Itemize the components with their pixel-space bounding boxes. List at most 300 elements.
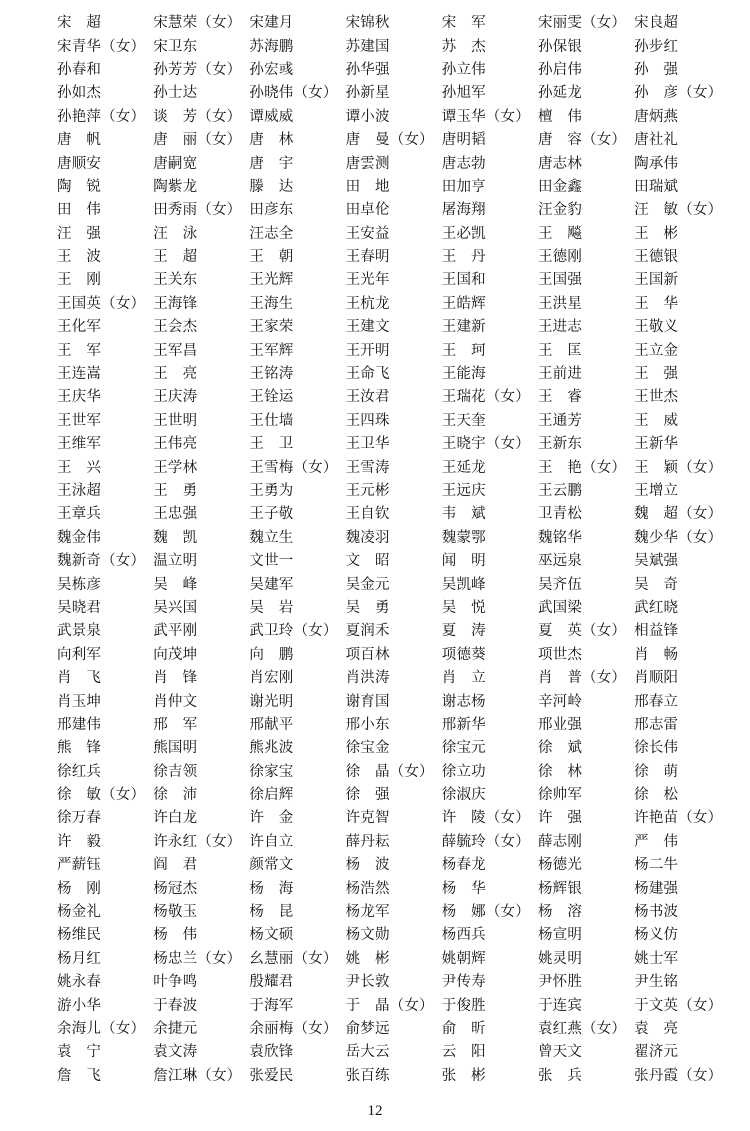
person-name: 王世杰 [634,389,679,406]
person-name: 唐 丽（女） [153,132,242,149]
person-name: 张百练 [345,1067,390,1084]
person-name: 徐宝金 [345,740,390,757]
name-list-grid [57,10,737,1086]
person-name: 王皓辉 [441,295,486,312]
person-name: 王 彬 [634,225,679,242]
name-row [57,688,737,711]
person-name: 徐 萌 [634,763,679,780]
person-name: 袁 宁 [57,1044,102,1061]
person-name: 王增立 [634,483,679,499]
name-row [57,80,737,103]
person-name: 王化军 [57,319,102,336]
person-name: 王世明 [153,412,198,429]
person-name: 杨维民 [57,927,102,944]
name-row [57,244,737,267]
name-row [57,408,737,431]
person-name: 王光辉 [249,272,294,289]
person-name: 孙步红 [634,38,679,55]
person-name: 王军昌 [153,342,198,359]
person-name: 王建新 [441,319,486,336]
person-name: 徐长伟 [634,740,679,757]
person-name: 谢志杨 [441,693,486,710]
person-name: 魏凌羽 [345,529,390,546]
person-name: 许克智 [345,810,390,827]
person-name: 唐 宇 [249,155,294,172]
name-row [57,642,737,665]
person-name: 于春波 [153,997,198,1014]
person-name: 杨辉银 [537,880,583,897]
person-name: 魏蒙鄂 [441,529,486,546]
person-name: 颜常文 [249,857,294,874]
person-name: 魏铭华 [537,529,583,546]
person-name: 徐 沛 [153,787,198,804]
person-name: 王国强 [537,272,583,289]
person-name: 杨宣明 [537,927,583,944]
person-name: 唐顺安 [57,155,102,172]
person-name: 于俊胜 [441,997,486,1014]
name-row [57,127,737,150]
person-name: 王 威 [634,412,679,429]
person-name: 余捷元 [153,1020,198,1037]
person-name: 王自钦 [345,506,390,523]
person-name: 田 伟 [57,202,102,219]
person-name: 唐明韬 [441,132,486,149]
person-name: 幺慧丽（女） [249,950,338,967]
person-name: 唐志林 [537,155,583,172]
person-name: 王国新 [634,272,679,289]
name-row [57,10,737,33]
person-name: 姚永春 [57,974,102,991]
person-name: 杨文硕 [249,927,294,944]
person-name: 吴 峰 [153,576,198,593]
person-name: 吴凯峰 [441,576,486,593]
person-name: 许自立 [249,833,294,850]
person-name: 吴晓君 [57,599,102,616]
person-name: 肖 飞 [57,670,102,687]
person-name: 曾天文 [537,1044,583,1061]
name-row [57,805,737,828]
person-name: 许 陵（女） [441,810,530,827]
person-name: 王晓宇（女） [441,436,530,453]
person-name: 于 晶（女） [345,997,434,1014]
person-name: 杨龙军 [345,904,390,921]
person-name: 徐 强 [345,787,390,804]
name-row [57,197,737,220]
person-name: 姚朝辉 [441,950,486,967]
person-name: 吴 岩 [249,599,294,616]
person-name: 王延龙 [441,459,486,476]
person-name: 王 睿 [537,389,583,406]
person-name: 吴栋彦 [57,576,102,593]
person-name: 王命飞 [345,366,390,383]
person-name: 杨冠杰 [153,880,198,897]
person-name: 谭威威 [249,108,294,125]
person-name: 王军辉 [249,342,294,359]
person-name: 徐 林 [537,763,583,780]
name-row [57,618,737,641]
person-name: 王进志 [537,319,583,336]
person-name: 王必凯 [441,225,486,242]
person-name: 叶争鸣 [153,974,198,991]
person-name: 王家荣 [249,319,294,336]
person-name: 苏海鹏 [249,38,294,55]
person-name: 肖 立 [441,670,486,687]
person-name: 田加亨 [441,178,486,195]
person-name: 汪志全 [249,225,294,242]
person-name: 田瑞斌 [634,178,679,195]
person-name: 王新东 [537,436,583,453]
person-name: 杨敬玉 [153,904,198,921]
name-row [57,548,737,571]
person-name: 宋建月 [249,15,294,32]
person-name: 薛丹耘 [345,833,390,850]
person-name: 徐宝元 [441,740,486,757]
person-name: 王云鹏 [537,483,583,499]
person-name: 余海儿（女） [57,1020,146,1037]
person-name: 王 强 [634,366,679,383]
person-name: 张 彬 [441,1067,486,1084]
name-row [57,712,737,735]
person-name: 杨金礼 [57,904,102,921]
person-name: 巫远泉 [537,553,583,570]
name-row [57,1016,737,1039]
person-name: 肖顺阳 [634,670,679,687]
person-name: 熊兆波 [249,740,294,757]
person-name: 孙艳萍（女） [57,108,146,125]
person-name: 薛志刚 [537,833,583,850]
person-name: 邢建伟 [57,716,102,733]
person-name: 王铭涛 [249,366,294,383]
person-name: 王 丹 [441,249,486,266]
person-name: 吴 悦 [441,599,486,616]
person-name: 邢业强 [537,716,583,733]
name-row [57,829,737,852]
person-name: 王 卫 [249,436,294,453]
name-row [57,150,737,173]
person-name: 徐启辉 [249,787,294,804]
person-name: 孙春和 [57,61,102,78]
person-name: 孙立伟 [441,61,486,78]
person-name: 王 珂 [441,342,486,359]
person-name: 王 匡 [537,342,583,359]
person-name: 徐红兵 [57,763,102,780]
person-name: 王立金 [634,342,679,359]
person-name: 王子敬 [249,506,294,523]
name-row [57,922,737,945]
person-name: 文世一 [249,553,294,570]
person-name: 许 毅 [57,833,102,850]
person-name: 孙华强 [345,61,390,78]
name-row [57,1039,737,1062]
person-name: 肖洪涛 [345,670,390,687]
name-row [57,361,737,384]
person-name: 王 波 [57,249,102,266]
person-name: 王杭龙 [345,295,390,312]
person-name: 孙新星 [345,85,390,102]
person-name: 王 刚 [57,272,102,289]
name-row [57,33,737,56]
person-name: 邢新华 [441,716,486,733]
person-name: 王前进 [537,366,583,383]
person-name: 王天奎 [441,412,486,429]
person-name: 邢春立 [634,693,679,710]
person-name: 杨西兵 [441,927,486,944]
person-name: 薛毓玲（女） [441,833,530,850]
person-name: 宋卫东 [153,38,198,55]
person-name: 徐 晶（女） [345,763,434,780]
person-name: 姚 彬 [345,950,390,967]
person-name: 王德银 [634,249,679,266]
person-name: 杨德光 [537,857,583,874]
person-name: 王国和 [441,272,486,289]
person-name: 徐 斌 [537,740,583,757]
person-name: 王 亮 [153,366,198,383]
name-row [57,665,737,688]
person-name: 袁欣锋 [249,1044,294,1061]
person-name: 唐 容（女） [537,132,627,149]
person-name: 王 超 [153,249,198,266]
person-name: 孙保银 [537,38,583,55]
person-name: 许 强 [537,810,583,827]
person-name: 杨书波 [634,904,679,921]
person-name: 王安益 [345,225,390,242]
person-name: 王海生 [249,295,294,312]
person-name: 严薪钰 [57,857,102,874]
person-name: 魏少华（女） [634,529,723,546]
name-row [57,431,737,454]
person-name: 徐万春 [57,810,102,827]
person-name: 陶 锐 [57,178,102,195]
person-name: 田金鑫 [537,178,583,195]
name-row [57,1063,737,1086]
person-name: 詹 飞 [57,1067,102,1084]
person-name: 杨 刚 [57,880,102,897]
person-name: 于连宾 [537,997,583,1014]
person-name: 项世杰 [537,646,583,663]
person-name: 宋青华（女） [57,38,146,55]
person-name: 唐嗣宽 [153,155,198,172]
person-name: 吴 勇 [345,599,390,616]
person-name: 孙延龙 [537,85,583,102]
person-name: 许白龙 [153,810,198,827]
person-name: 熊 锋 [57,740,102,757]
person-name: 袁文涛 [153,1044,198,1061]
person-name: 徐 敏（女） [57,787,146,804]
person-name: 魏 凯 [153,529,198,546]
person-name: 王伟亮 [153,436,198,453]
person-name: 武平刚 [153,623,198,640]
person-name: 于海军 [249,997,294,1014]
person-name: 杨浩然 [345,880,390,897]
person-name: 滕 达 [249,178,294,195]
name-row [57,735,737,758]
person-name: 杨忠兰（女） [153,950,242,967]
person-name: 俞 昕 [441,1020,486,1037]
person-name: 宋 军 [441,15,486,32]
person-name: 袁红燕（女） [537,1020,627,1037]
person-name: 许 金 [249,810,294,827]
person-name: 王建文 [345,319,390,336]
person-name: 徐吉领 [153,763,198,780]
person-name: 吴 奇 [634,576,679,593]
person-name: 唐 曼（女） [345,132,434,149]
person-name: 王学林 [153,459,198,476]
person-name: 田秀雨（女） [153,202,242,219]
person-name: 项百林 [345,646,390,663]
person-name: 汪 泳 [153,225,198,242]
person-name: 谭玉华（女） [441,108,530,125]
person-name: 俞梦远 [345,1020,390,1037]
name-row [57,291,737,314]
person-name: 谢光明 [249,693,294,710]
person-name: 王开明 [345,342,390,359]
person-name: 孙如杰 [57,85,102,102]
person-name: 王 颖（女） [634,459,723,476]
person-name: 王能海 [441,366,486,383]
person-name: 吴齐伍 [537,576,583,593]
person-name: 苏建国 [345,38,390,55]
person-name: 余丽梅（女） [249,1020,338,1037]
person-name: 张丹霞（女） [634,1067,723,1084]
person-name: 于文英（女） [634,997,723,1014]
person-name: 陶紫龙 [153,178,198,195]
person-name: 岳大云 [345,1044,390,1061]
person-name: 项德葵 [441,646,486,663]
person-name: 向 鹏 [249,646,294,663]
person-name: 邢 军 [153,716,198,733]
person-name: 詹江琳（女） [153,1067,242,1084]
person-name: 王维军 [57,436,102,453]
person-name: 文 昭 [345,553,390,570]
person-name: 孙晓伟（女） [249,85,338,102]
person-name: 唐志勃 [441,155,486,172]
person-name: 杨 华 [441,880,486,897]
person-name: 王光年 [345,272,390,289]
person-name: 王 勇 [153,483,198,499]
person-name: 田 地 [345,178,390,195]
person-name: 宋 超 [57,15,102,32]
person-name: 许艳苗（女） [634,810,723,827]
name-row [57,946,737,969]
name-row [57,174,737,197]
person-name: 肖 锋 [153,670,198,687]
person-name: 宋丽雯（女） [537,15,627,32]
person-name: 王庆华 [57,389,102,406]
person-name: 徐淑庆 [441,787,486,804]
person-name: 王雪梅（女） [249,459,338,476]
person-name: 谭小波 [345,108,390,125]
person-name: 孙旭军 [441,85,486,102]
person-name: 魏 超（女） [634,506,723,523]
person-name: 熊国明 [153,740,198,757]
person-name: 徐帅军 [537,787,583,804]
person-name: 宋锦秋 [345,15,390,32]
person-name: 尹怀胜 [537,974,583,991]
person-name: 王远庆 [441,483,486,499]
person-name: 唐雲测 [345,155,390,172]
person-name: 杨 昆 [249,904,294,921]
person-name: 王章兵 [57,506,102,523]
name-row [57,314,737,337]
person-name: 向茂坤 [153,646,198,663]
person-name: 宋良超 [634,15,679,32]
person-name: 邢志雷 [634,716,679,733]
person-name: 闻 明 [441,553,486,570]
person-name: 阎 君 [153,857,198,874]
person-name: 杨文勋 [345,927,390,944]
name-row [57,221,737,244]
person-name: 唐 林 [249,132,294,149]
person-name: 王四珠 [345,412,390,429]
person-name: 王 军 [57,342,102,359]
name-row [57,571,737,594]
person-name: 武景泉 [57,623,102,640]
person-name: 韦 斌 [441,506,486,523]
person-name: 魏金伟 [57,529,102,546]
person-name: 肖仲文 [153,693,198,710]
person-name: 魏新奇（女） [57,553,146,570]
name-row [57,525,737,548]
person-name: 徐立功 [441,763,486,780]
person-name: 严 伟 [634,833,679,850]
person-name: 夏润禾 [345,623,390,640]
person-name: 孙士达 [153,85,198,102]
person-name: 杨月红 [57,950,102,967]
person-name: 田卓伦 [345,202,390,219]
person-name: 吴兴国 [153,599,198,616]
person-name: 王 华 [634,295,679,312]
person-name: 翟济元 [634,1044,679,1061]
person-name: 张 兵 [537,1067,583,1084]
person-name: 王春明 [345,249,390,266]
person-name: 王德刚 [537,249,583,266]
person-name: 徐 松 [634,787,679,804]
person-name: 王庆涛 [153,389,198,406]
person-name: 徐家宝 [249,763,294,780]
person-name: 杨义仿 [634,927,679,944]
name-row [57,969,737,992]
person-name: 孙芳芳（女） [153,61,242,78]
person-name: 杨 海 [249,880,294,897]
name-row [57,267,737,290]
person-name: 杨 娜（女） [441,904,530,921]
name-row [57,104,737,127]
person-name: 王瑞花（女） [441,389,530,406]
person-name: 姚士军 [634,950,679,967]
person-name: 汪 强 [57,225,102,242]
person-name: 杨 溶 [537,904,583,921]
person-name: 汪 敏（女） [634,202,723,219]
person-name: 杨二牛 [634,857,679,874]
person-name: 王忠强 [153,506,198,523]
person-name: 杨春龙 [441,857,486,874]
person-name: 吴金元 [345,576,390,593]
person-name: 向利军 [57,646,102,663]
person-name: 肖 畅 [634,646,679,663]
person-name: 卫青松 [537,506,583,523]
person-name: 肖 普（女） [537,670,627,687]
person-name: 王 朝 [249,249,294,266]
person-name: 尹长敦 [345,974,390,991]
person-name: 殷耀君 [249,974,294,991]
name-row [57,782,737,805]
name-row [57,595,737,618]
person-name: 游小华 [57,997,102,1014]
person-name: 王通芳 [537,412,583,429]
name-row [57,899,737,922]
person-name: 王新华 [634,436,679,453]
person-name: 云 阳 [441,1044,486,1061]
